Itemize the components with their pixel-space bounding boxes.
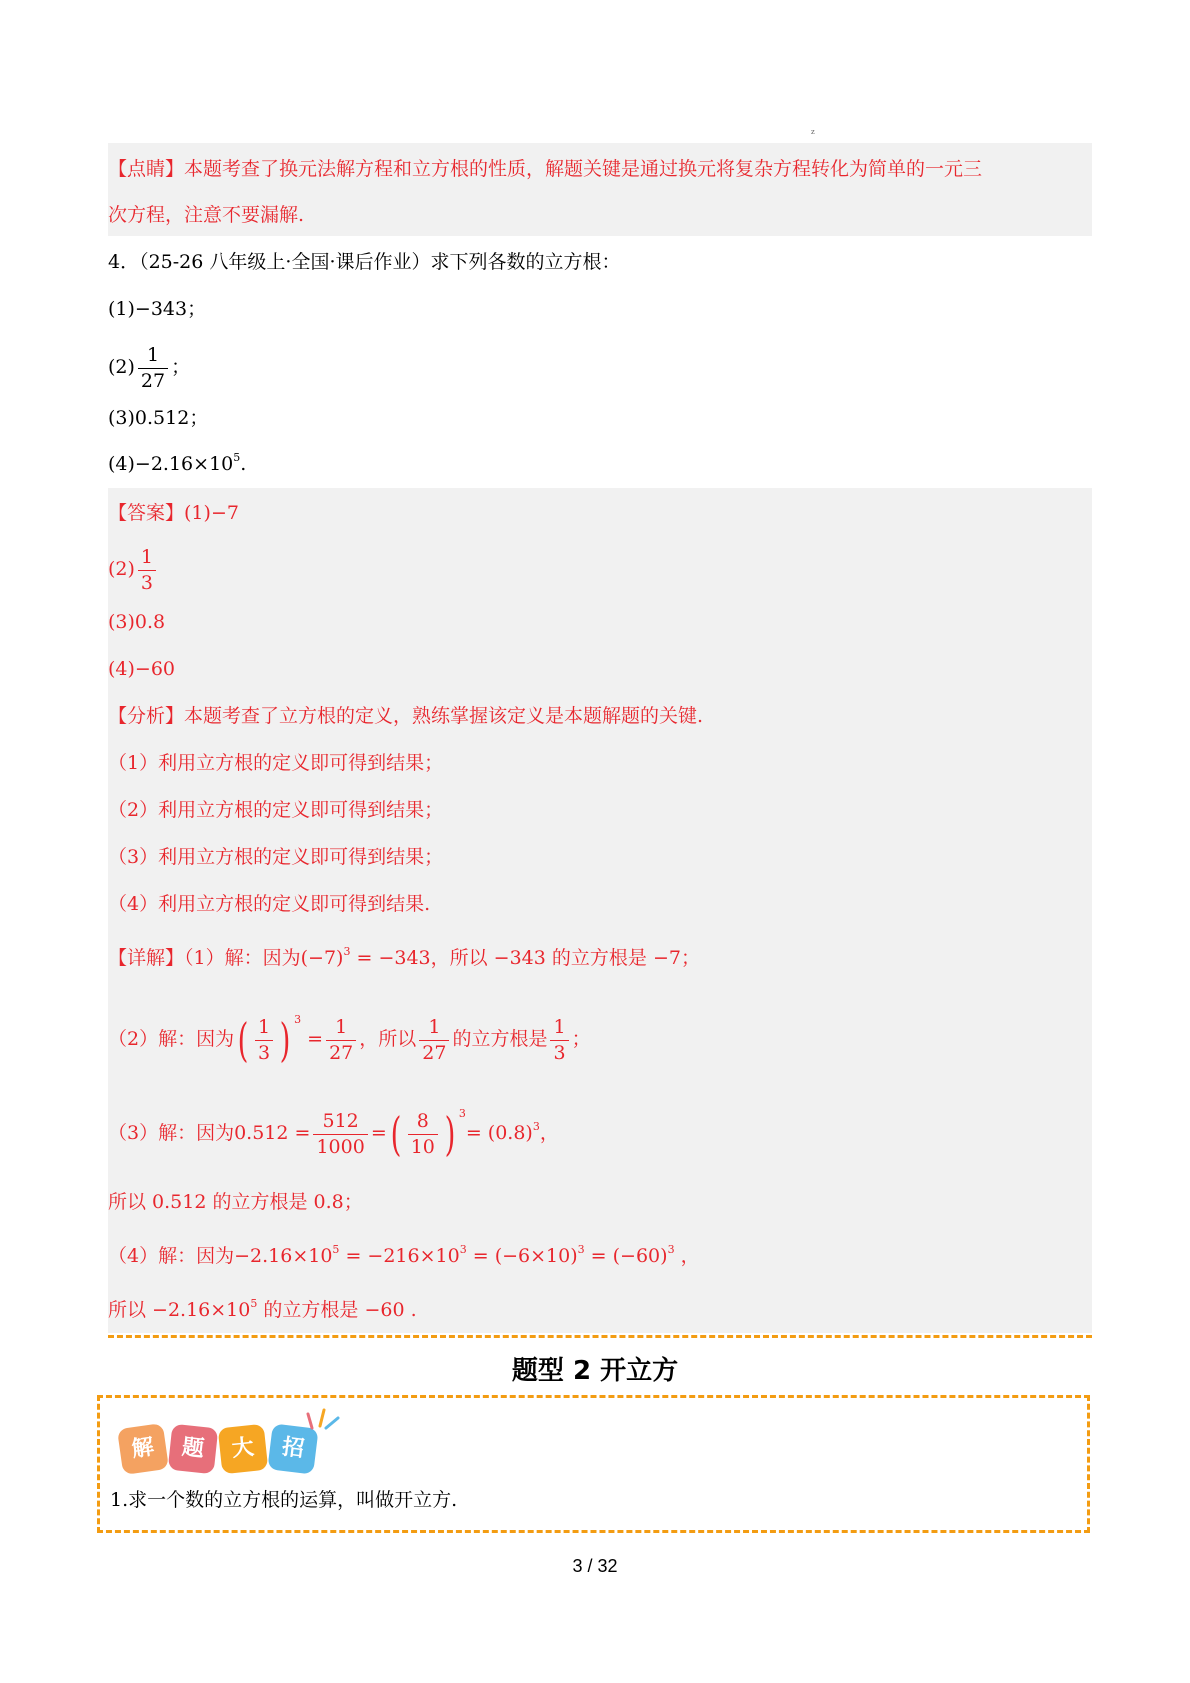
dianjing-line-2: 次方程，注意不要漏解.	[108, 204, 305, 226]
dianjing-tag: 【点睛】	[108, 158, 185, 180]
analysis-tag: 【分析】	[108, 705, 185, 727]
detail-step-1: 【详解】（1）解：因为$(-7)^3 = -343$，所以 −343 的立方根是 −7；	[108, 945, 700, 969]
badge-ti: 题	[168, 1424, 219, 1475]
sparkle-icon	[306, 1406, 340, 1430]
page-number: 3 / 32	[572, 1556, 618, 1576]
detail-step-2: （2）解：因为( $\frac{1}{3}$ ) $^3$ = $\frac{1}{27}$ ，所以 $\frac{1}{27}$ 的立方根是 $\frac{1}{3}$ ；	[108, 1013, 591, 1067]
analysis-step-2: （2）利用立方根的定义即可得到结果；	[108, 799, 444, 821]
detail-tag: 【详解】	[108, 947, 185, 969]
detail-step-3-conclusion: 所以 0.512 的立方根是 0.8；	[108, 1191, 363, 1213]
tip-text: 1.求一个数的立方根的运算，叫做开立方.	[110, 1489, 458, 1511]
badge-jie: 解	[117, 1423, 169, 1475]
question-item-4: $(4)-2.16\times 10^5$.	[108, 451, 247, 475]
detail-step-3: （3）解：因为0.512 = $\frac{512}{1000}$ =( $\frac{8}{10}$ ) $^3= (0.8)^3$，	[108, 1107, 559, 1161]
tip-box	[97, 1395, 1090, 1533]
detail-step-4-conclusion: 所以 $-2.16\times 10^5$ 的立方根是 −60 .	[108, 1297, 417, 1321]
top-mark: z	[811, 128, 815, 136]
answer-item-1: 【答案】(1)−7	[108, 502, 239, 524]
section-divider	[108, 1335, 1092, 1338]
detail-step-4: （4）解：因为$-2.16\times 10^5 = -216\times 10^3 = (-6\times 10)^3 = (-60)^3$ ，	[108, 1243, 700, 1267]
answer-item-4: (4)−60	[108, 658, 176, 680]
fraction: $\frac{1}{27}$	[138, 346, 168, 391]
dianjing-text-1: 本题考查了换元法解方程和立方根的性质，解题关键是通过换元将复杂方程转化为简单的一元三	[184, 158, 983, 180]
question-title: 4．（25-26 八年级上·全国·课后作业）求下列各数的立方根：	[108, 251, 621, 273]
question-item-3: (3)0.512；	[108, 407, 209, 429]
section-title: 题型 2 开立方	[511, 1356, 679, 1386]
analysis-step-1: （1）利用立方根的定义即可得到结果；	[108, 752, 444, 774]
badge-zhao: 招	[267, 1423, 318, 1474]
question-item-1: (1)−343；	[108, 298, 207, 320]
answer-item-2: (2) $\frac{1}{3}$	[108, 542, 159, 596]
answer-tag: 【答案】	[108, 502, 185, 524]
answer-item-3: (3)0.8	[108, 611, 166, 633]
analysis-step-3: （3）利用立方根的定义即可得到结果；	[108, 846, 444, 868]
question-item-2: (2) $\frac{1}{27}$ ；	[108, 343, 191, 392]
analysis-intro: 【分析】本题考查了立方根的定义，熟练掌握该定义是本题解题的关键.	[108, 705, 704, 727]
analysis-step-4: （4）利用立方根的定义即可得到结果.	[108, 893, 431, 915]
badge-da: 大	[218, 1424, 269, 1475]
dianjing-line-1	[108, 155, 982, 183]
